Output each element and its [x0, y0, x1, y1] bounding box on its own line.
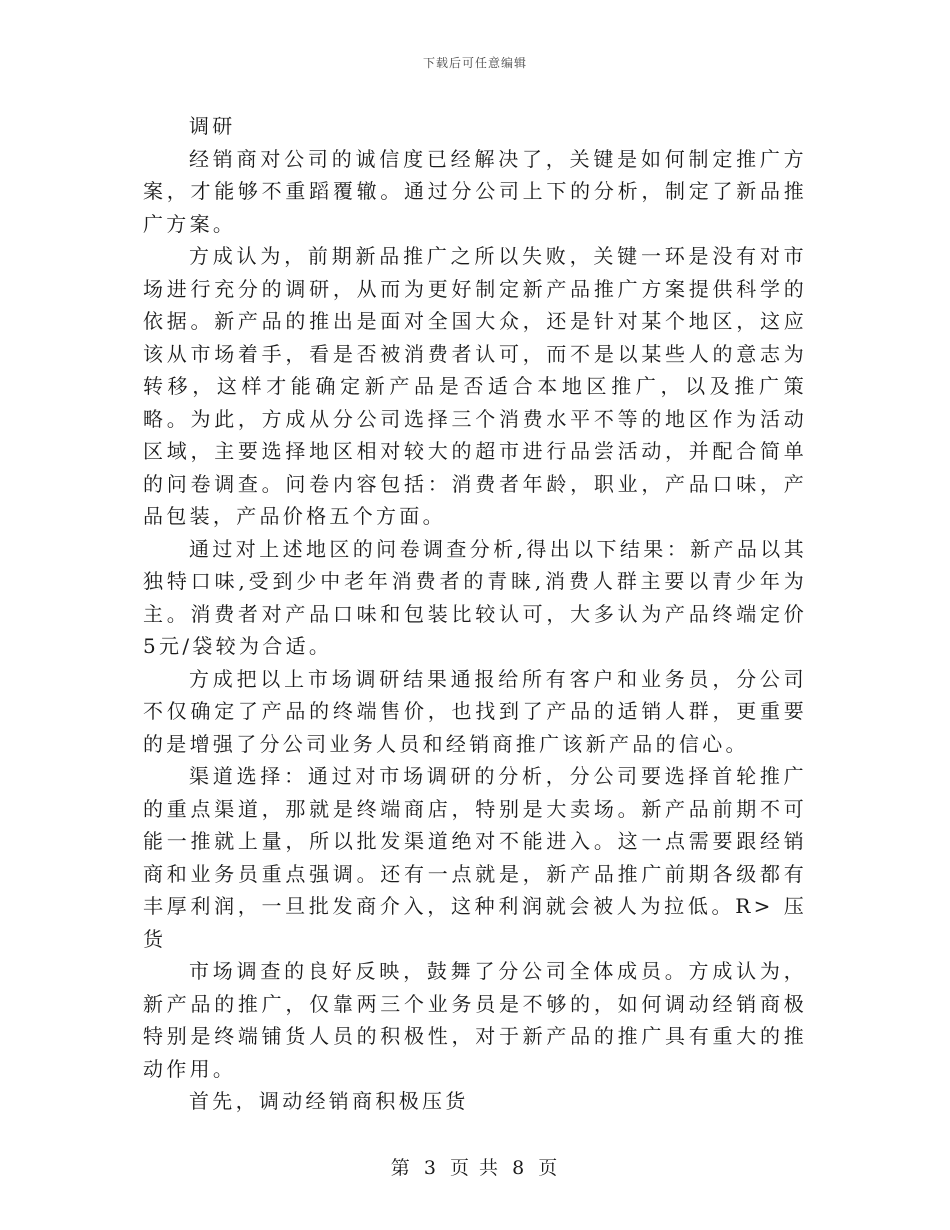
section-heading-research: 调研 [189, 114, 236, 138]
paragraph: 方成认为，前期新品推广之所以失败，关键一环是没有对市场进行充分的调研，从而为更好制定新产品推广方案提供科学的依据。新产品的推出是面对全国大众，还是针对某个地区，这应该从市场着手，看是否被消费者认可，而不是以某些人的意志为转移，这样才能确定新产品是否适合本地区推广，以及推广策略。为此，方成从分公司选择三个消费水平不等的地区作为活动区域，主要选择地区相对较大的超市进行品尝活动，并配合简单的问卷调查。问卷内容包括：消费者年龄，职业，产品口味，产品包装，产品价格五个方面。 [143, 244, 807, 528]
page-header: 下载后可任意编辑 [422, 56, 527, 70]
total-pages-number: 8 [512, 1157, 527, 1179]
footer-middle: 页 共 [449, 1157, 501, 1179]
footer-suffix: 页 [538, 1157, 560, 1179]
page-footer [0, 1153, 950, 1180]
paragraph: 方成把以上市场调研结果通报给所有客户和业务员，分公司不仅确定了产品的终端售价，也找到了产品的适销人群，更重要的是增强了分公司业务人员和经销商推广该新产品的信心。 [143, 666, 807, 756]
footer-prefix: 第 [390, 1157, 412, 1179]
document-body [143, 110, 807, 1118]
paragraph: 经销商对公司的诚信度已经解决了，关键是如何制定推广方案，才能够不重蹈覆辙。通过分公司上下的分析，制定了新品推广方案。 [143, 146, 807, 236]
paragraph: 市场调查的良好反映，鼓舞了分公司全体成员。方成认为，新产品的推广，仅靠两三个业务员是不够的，如何调动经销商极特别是终端铺货人员的积极性，对于新产品的推广具有重大的推动作用。 [143, 959, 807, 1081]
paragraph: 通过对上述地区的问卷调查分析,得出以下结果：新产品以其独特口味,受到少中老年消费者的青睐,消费人群主要以青少年为主。消费者对产品口味和包装比较认可，大多认为产品终端定价5元/袋较为合适。 [143, 536, 807, 658]
paragraph: 首先，调动经销商积极压货 [189, 1089, 469, 1113]
current-page-number: 3 [423, 1157, 438, 1179]
paragraph: 渠道选择：通过对市场调研的分析，分公司要选择首轮推广的重点渠道，那就是终端商店，特别是大卖场。新产品前期不可能一推就上量，所以批发渠道绝对不能进入。这一点需要跟经销商和业务员重点强调。还有一点就是，新产品推广前期各级都有丰厚利润，一旦批发商介入，这种利润就会被人为拉低。R> 压货 [143, 764, 807, 951]
